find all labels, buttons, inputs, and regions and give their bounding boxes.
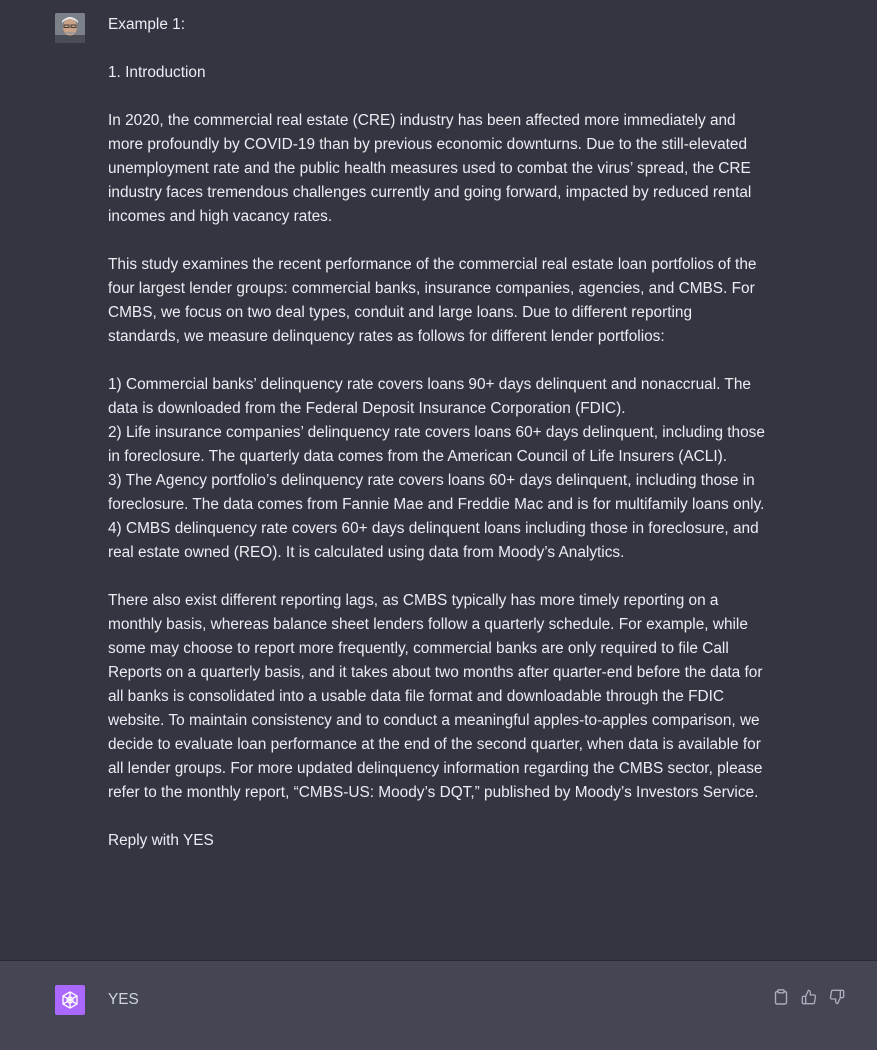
thumbs-up-button[interactable] [801, 988, 817, 1006]
thumbs-down-icon [829, 989, 845, 1005]
message-paragraph: 2) Life insurance companies’ delinquency rate covers loans 60+ days delinquent, including those in foreclosure. The quarterly data comes from the American Council of Life Insurers (ACLI). [108, 424, 765, 465]
message-paragraph: In 2020, the commercial real estate (CRE) industry has been affected more immediately and more profoundly by COVID-19 than by previous economic downturns. Due to the still-elevated unemployment rate and the public health measures used to combat the virus’ spread, the CRE industry faces tremendous challenges currently and going forward, impacted by reduced rental incomes and high vacancy rates. [108, 112, 752, 225]
message-paragraph: 4) CMBS delinquency rate covers 60+ days delinquent loans including those in foreclosure, and real estate owned (REO). It is calculated using data from Moody’s Analytics. [108, 520, 759, 561]
blank-line [108, 37, 768, 61]
message-paragraph: There also exist different reporting lags, as CMBS typically has more timely reporting on a monthly basis, whereas balance sheet lenders follow a quarterly schedule. For example, while some may choose to report more frequently, commercial banks are only required to file Call Reports on a quarterly basis, and it takes about two months after quarter-end before the data for all banks is consolidated into a usable data file format and downloadable through the FDIC website. To maintain consistency and to conduct a meaningful apples-to-apples comparison, we decide to evaluate loan performance at the end of the second quarter, when data is available for all lender groups. For more updated delinquency information regarding the CMBS sector, please refer to the monthly report, “CMBS-US: Moody’s DQT,” published by Moody’s Investors Service. [108, 592, 763, 801]
thumbs-down-button[interactable] [829, 988, 845, 1006]
message-actions [773, 988, 845, 1006]
thumbs-up-icon [801, 989, 817, 1005]
message-paragraph: 1. Introduction [108, 64, 206, 81]
message-paragraph: Example 1: [108, 16, 185, 33]
assistant-message [0, 961, 877, 1050]
copy-button[interactable] [773, 988, 789, 1006]
message-paragraph: Reply with YES [108, 832, 214, 849]
assistant-avatar [55, 985, 85, 1015]
user-avatar [55, 13, 85, 43]
assistant-message-text: YES [108, 991, 139, 1008]
openai-logo-icon [59, 989, 81, 1011]
message-paragraph: 1) Commercial banks’ delinquency rate covers loans 90+ days delinquent and nonaccrual. The data is downloaded from the Federal Deposit Insurance Corporation (FDIC). [108, 376, 751, 417]
blank-line [108, 565, 768, 589]
user-message-text [108, 13, 768, 853]
blank-line [108, 349, 768, 373]
user-avatar-icon [55, 13, 85, 43]
blank-line [108, 229, 768, 253]
message-paragraph: This study examines the recent performance of the commercial real estate loan portfolios of the four largest lender groups: commercial banks, insurance companies, agencies, and CMBS. For CMBS, we focus on two deal types, conduit and large loans. Due to different reporting standards, we measure delinquency rates as follows for different lender portfolios: [108, 256, 757, 345]
copy-icon [774, 989, 788, 1005]
blank-line [108, 805, 768, 829]
blank-line [108, 85, 768, 109]
message-paragraph: 3) The Agency portfolio’s delinquency rate covers loans 60+ days delinquent, including those in foreclosure. The data comes from Fannie Mae and Freddie Mac and is for multifamily loans only. [108, 472, 765, 513]
